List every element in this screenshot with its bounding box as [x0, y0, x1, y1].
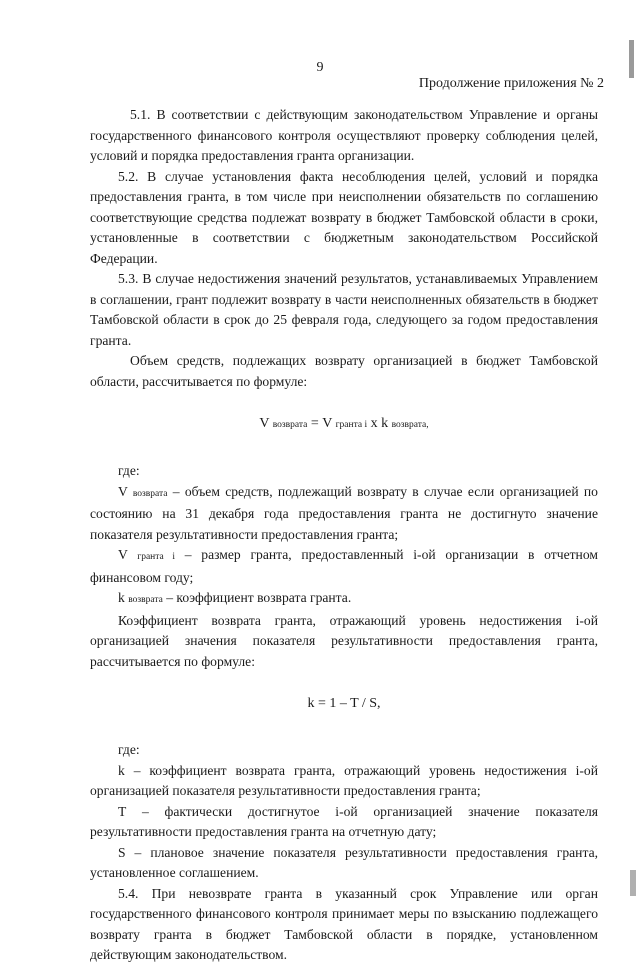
- coefficient-intro: Коэффициент возврата гранта, отражающий уровень недостижения i-ой организацией значения показателя результативности предоставления гранта, рассчитывается по формуле:: [90, 612, 598, 669]
- formula1-eq: = V: [310, 416, 333, 431]
- formula1-vg-sub: гранта i: [335, 420, 368, 430]
- appendix-header: Продолжение приложения № 2: [418, 76, 604, 91]
- document-body: [90, 105, 598, 966]
- paragraph-5-4: 5.4. При невозврате гранта в указанный срок Управление или орган государственного финансового контроля принимает меры по взысканию подлежащего возврату гранта в бюджет Тамбовской области в порядке, установленном действующим законодательством.: [90, 885, 598, 962]
- formula-return-volume: [90, 414, 598, 435]
- formula1-v: V: [259, 416, 270, 431]
- symbol-v: V: [118, 483, 128, 499]
- symbol-vg-sub: гранта i: [137, 552, 176, 562]
- definition-k-text: – коэффициент возврата гранта.: [166, 590, 352, 605]
- formula1-v-sub: возврата: [272, 420, 308, 430]
- definition-t: Т – фактически достигнутое i-ой организацией значение показателя результативности предоставления гранта на отчетную дату;: [90, 803, 598, 839]
- paragraph-5-2: 5.2. В случае установления факта несоблюдения целей, условий и порядка предоставления гранта, в том числе при неисполнении обязательств по соглашению соответствующие средства подлежат возврату в бюджет Тамбовской области в сроки, установленные в соответствии с бюджетным законодательством Российской Федерации.: [90, 168, 598, 266]
- where-label-2: где:: [118, 742, 140, 757]
- definition-k-return: [90, 588, 598, 611]
- definition-v-return: [90, 482, 598, 546]
- formula1-k-sub: возврата,: [391, 420, 429, 430]
- symbol-vg: V: [118, 547, 128, 562]
- volume-intro: Объем средств, подлежащих возврату организацией в бюджет Тамбовской области, рассчитывается по формуле:: [90, 353, 598, 389]
- paragraph-5-3: 5.3. В случае недостижения значений результатов, устанавливаемых Управлением в соглашении, грант подлежит возврату в части неисполненных обязательств в бюджет Тамбовской области в срок до 25 февраля года, следующего за годом предоставления гранта.: [90, 271, 598, 348]
- formula-coefficient: k = 1 – T / S,: [307, 696, 381, 711]
- symbol-v-sub: возврата: [132, 488, 168, 499]
- page-number: 9: [316, 60, 324, 75]
- definition-s: S – плановое значение показателя результативности предоставления гранта, установленное соглашением.: [90, 844, 598, 880]
- definition-v-grant: [90, 545, 598, 588]
- definition-vg-text: – размер гранта, предоставленный i-ой организации в отчетном финансовом году;: [90, 547, 598, 585]
- definition-v-text: – объем средств, подлежащий возврату в случае если организацией по состоянию на 31 декабря года предоставления гранта не достигнуто значение показателя результативности предоставления гранта;: [90, 483, 598, 542]
- formula1-times: x k: [370, 416, 389, 431]
- scan-edge-mark-bottom: [630, 870, 636, 896]
- definition-k: k – коэффициент возврата гранта, отражающий уровень недостижения i-ой организацией показателя результативности предоставления гранта;: [90, 762, 598, 798]
- symbol-k: k: [118, 590, 125, 605]
- where-label-1: где:: [118, 463, 140, 478]
- paragraph-5-1: 5.1. В соответствии с действующим законодательством Управление и органы государственного финансового контроля осуществляют проверку соблюдения целей, условий и порядка предоставления гранта организации.: [90, 107, 598, 163]
- symbol-k-sub: возврата: [128, 595, 163, 605]
